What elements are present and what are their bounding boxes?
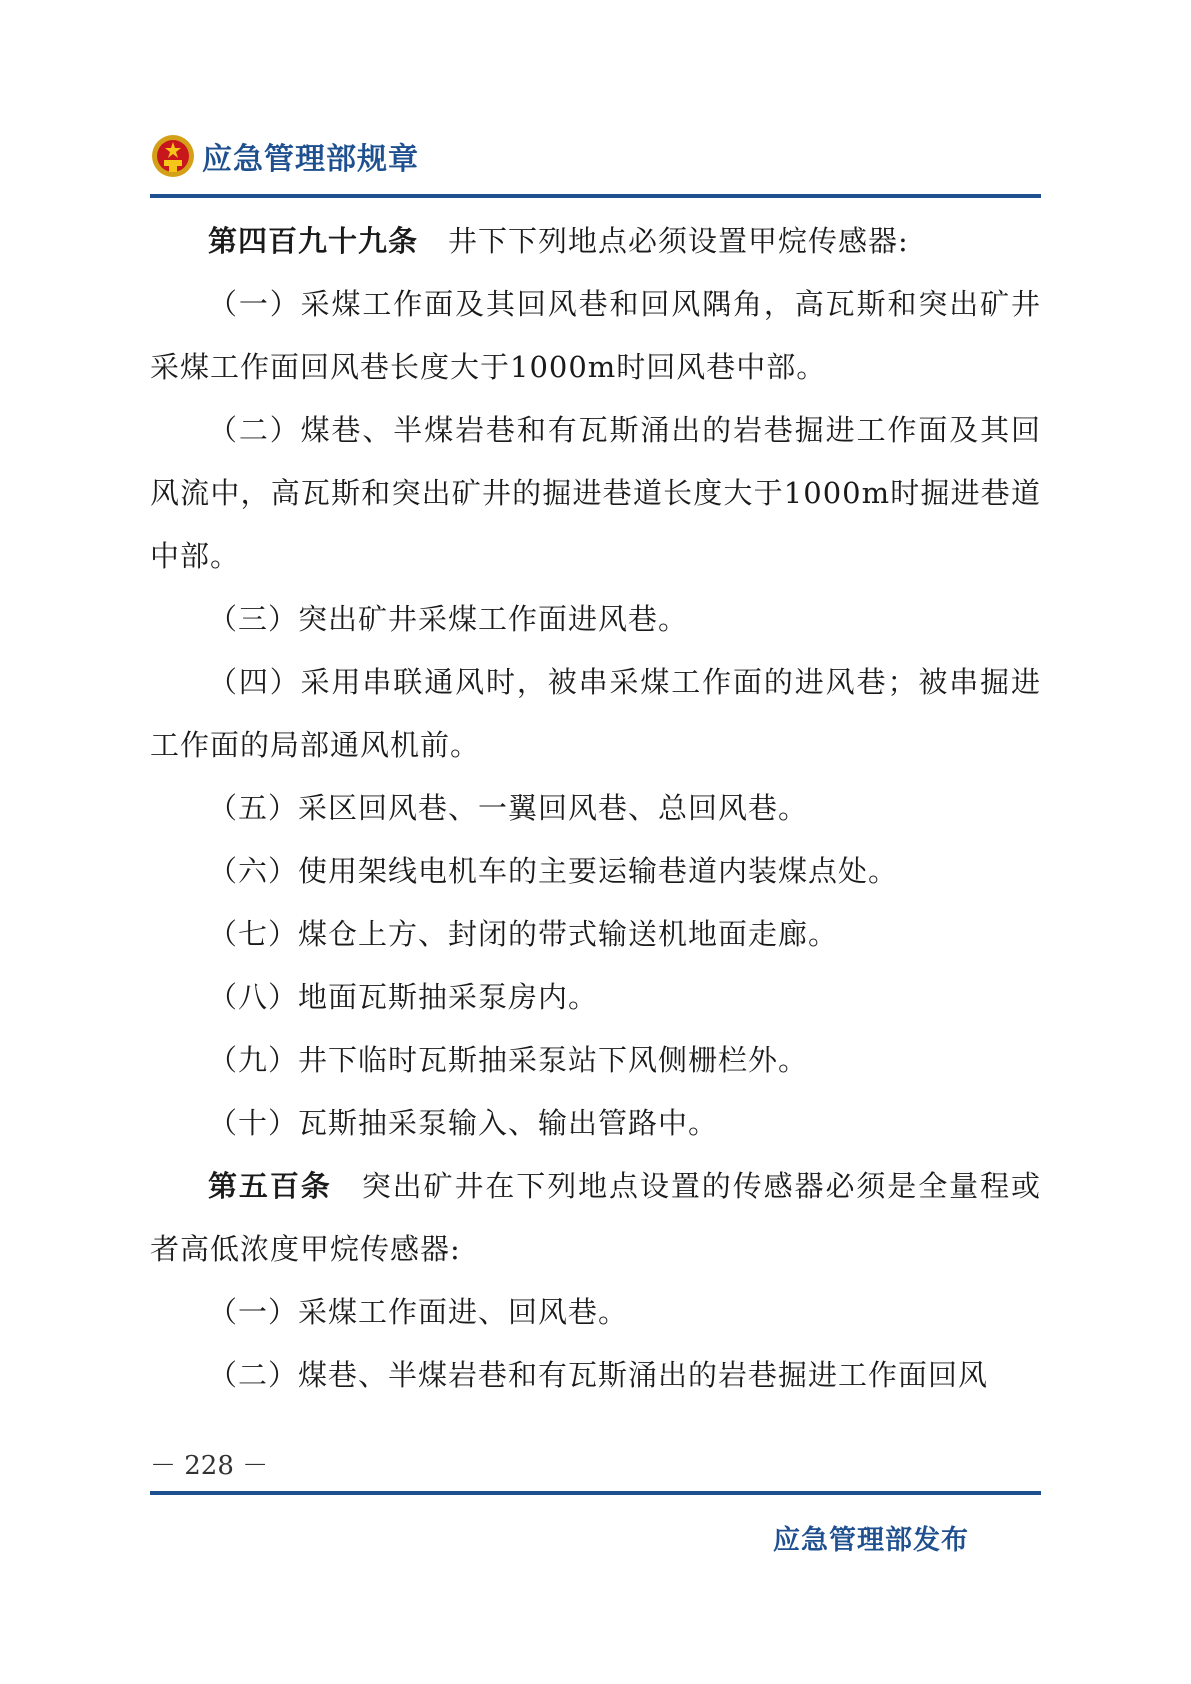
article-item: （三）突出矿井采煤工作面进风巷。 — [208, 602, 689, 636]
article-item: （四）采用串联通风时，被串采煤工作面的进风巷；被串掘进工作面的局部通风机前。 — [150, 665, 1041, 762]
article-item: （十）瓦斯抽采泵输入、输出管路中。 — [208, 1106, 719, 1140]
page-number: － 228 － — [150, 1451, 269, 1481]
article-item: （七）煤仓上方、封闭的带式输送机地面走廊。 — [208, 917, 839, 951]
article-item: （六）使用架线电机车的主要运输巷道内装煤点处。 — [208, 854, 899, 888]
article-heading — [150, 210, 1041, 273]
article-item: （二）煤巷、半煤岩巷和有瓦斯涌出的岩巷掘进工作面及其回风流中，高瓦斯和突出矿井的掘进巷道长度大于1000m时掘进巷道中部。 — [150, 413, 1041, 573]
article-item: （八）地面瓦斯抽采泵房内。 — [208, 980, 599, 1014]
document-body — [150, 210, 1041, 1407]
article-item: （二）煤巷、半煤岩巷和有瓦斯涌出的岩巷掘进工作面回风 — [208, 1358, 989, 1392]
article-lead: 井下下列地点必须设置甲烷传感器: — [448, 224, 909, 258]
article-number: 第四百九十九条 — [208, 224, 419, 258]
page-header — [150, 128, 419, 184]
article-lead: 突出矿井在下列地点设置的传感器必须是全量程或者高低浓度甲烷传感器: — [150, 1169, 1041, 1266]
footer-divider — [150, 1491, 1041, 1495]
publisher-label: 应急管理部发布 — [773, 1525, 969, 1556]
article-number: 第五百条 — [208, 1169, 332, 1203]
article-item: （五）采区回风巷、一翼回风巷、总回风巷。 — [208, 791, 809, 825]
article-item: （九）井下临时瓦斯抽采泵站下风侧栅栏外。 — [208, 1043, 809, 1077]
header-title: 应急管理部规章 — [202, 142, 419, 177]
article-heading — [150, 1155, 1041, 1281]
national-emblem-icon — [150, 133, 196, 179]
article-item: （一）采煤工作面及其回风巷和回风隅角，高瓦斯和突出矿井采煤工作面回风巷长度大于1000m时回风巷中部。 — [150, 287, 1041, 384]
article-item: （一）采煤工作面进、回风巷。 — [208, 1295, 629, 1329]
header-divider — [150, 194, 1041, 198]
